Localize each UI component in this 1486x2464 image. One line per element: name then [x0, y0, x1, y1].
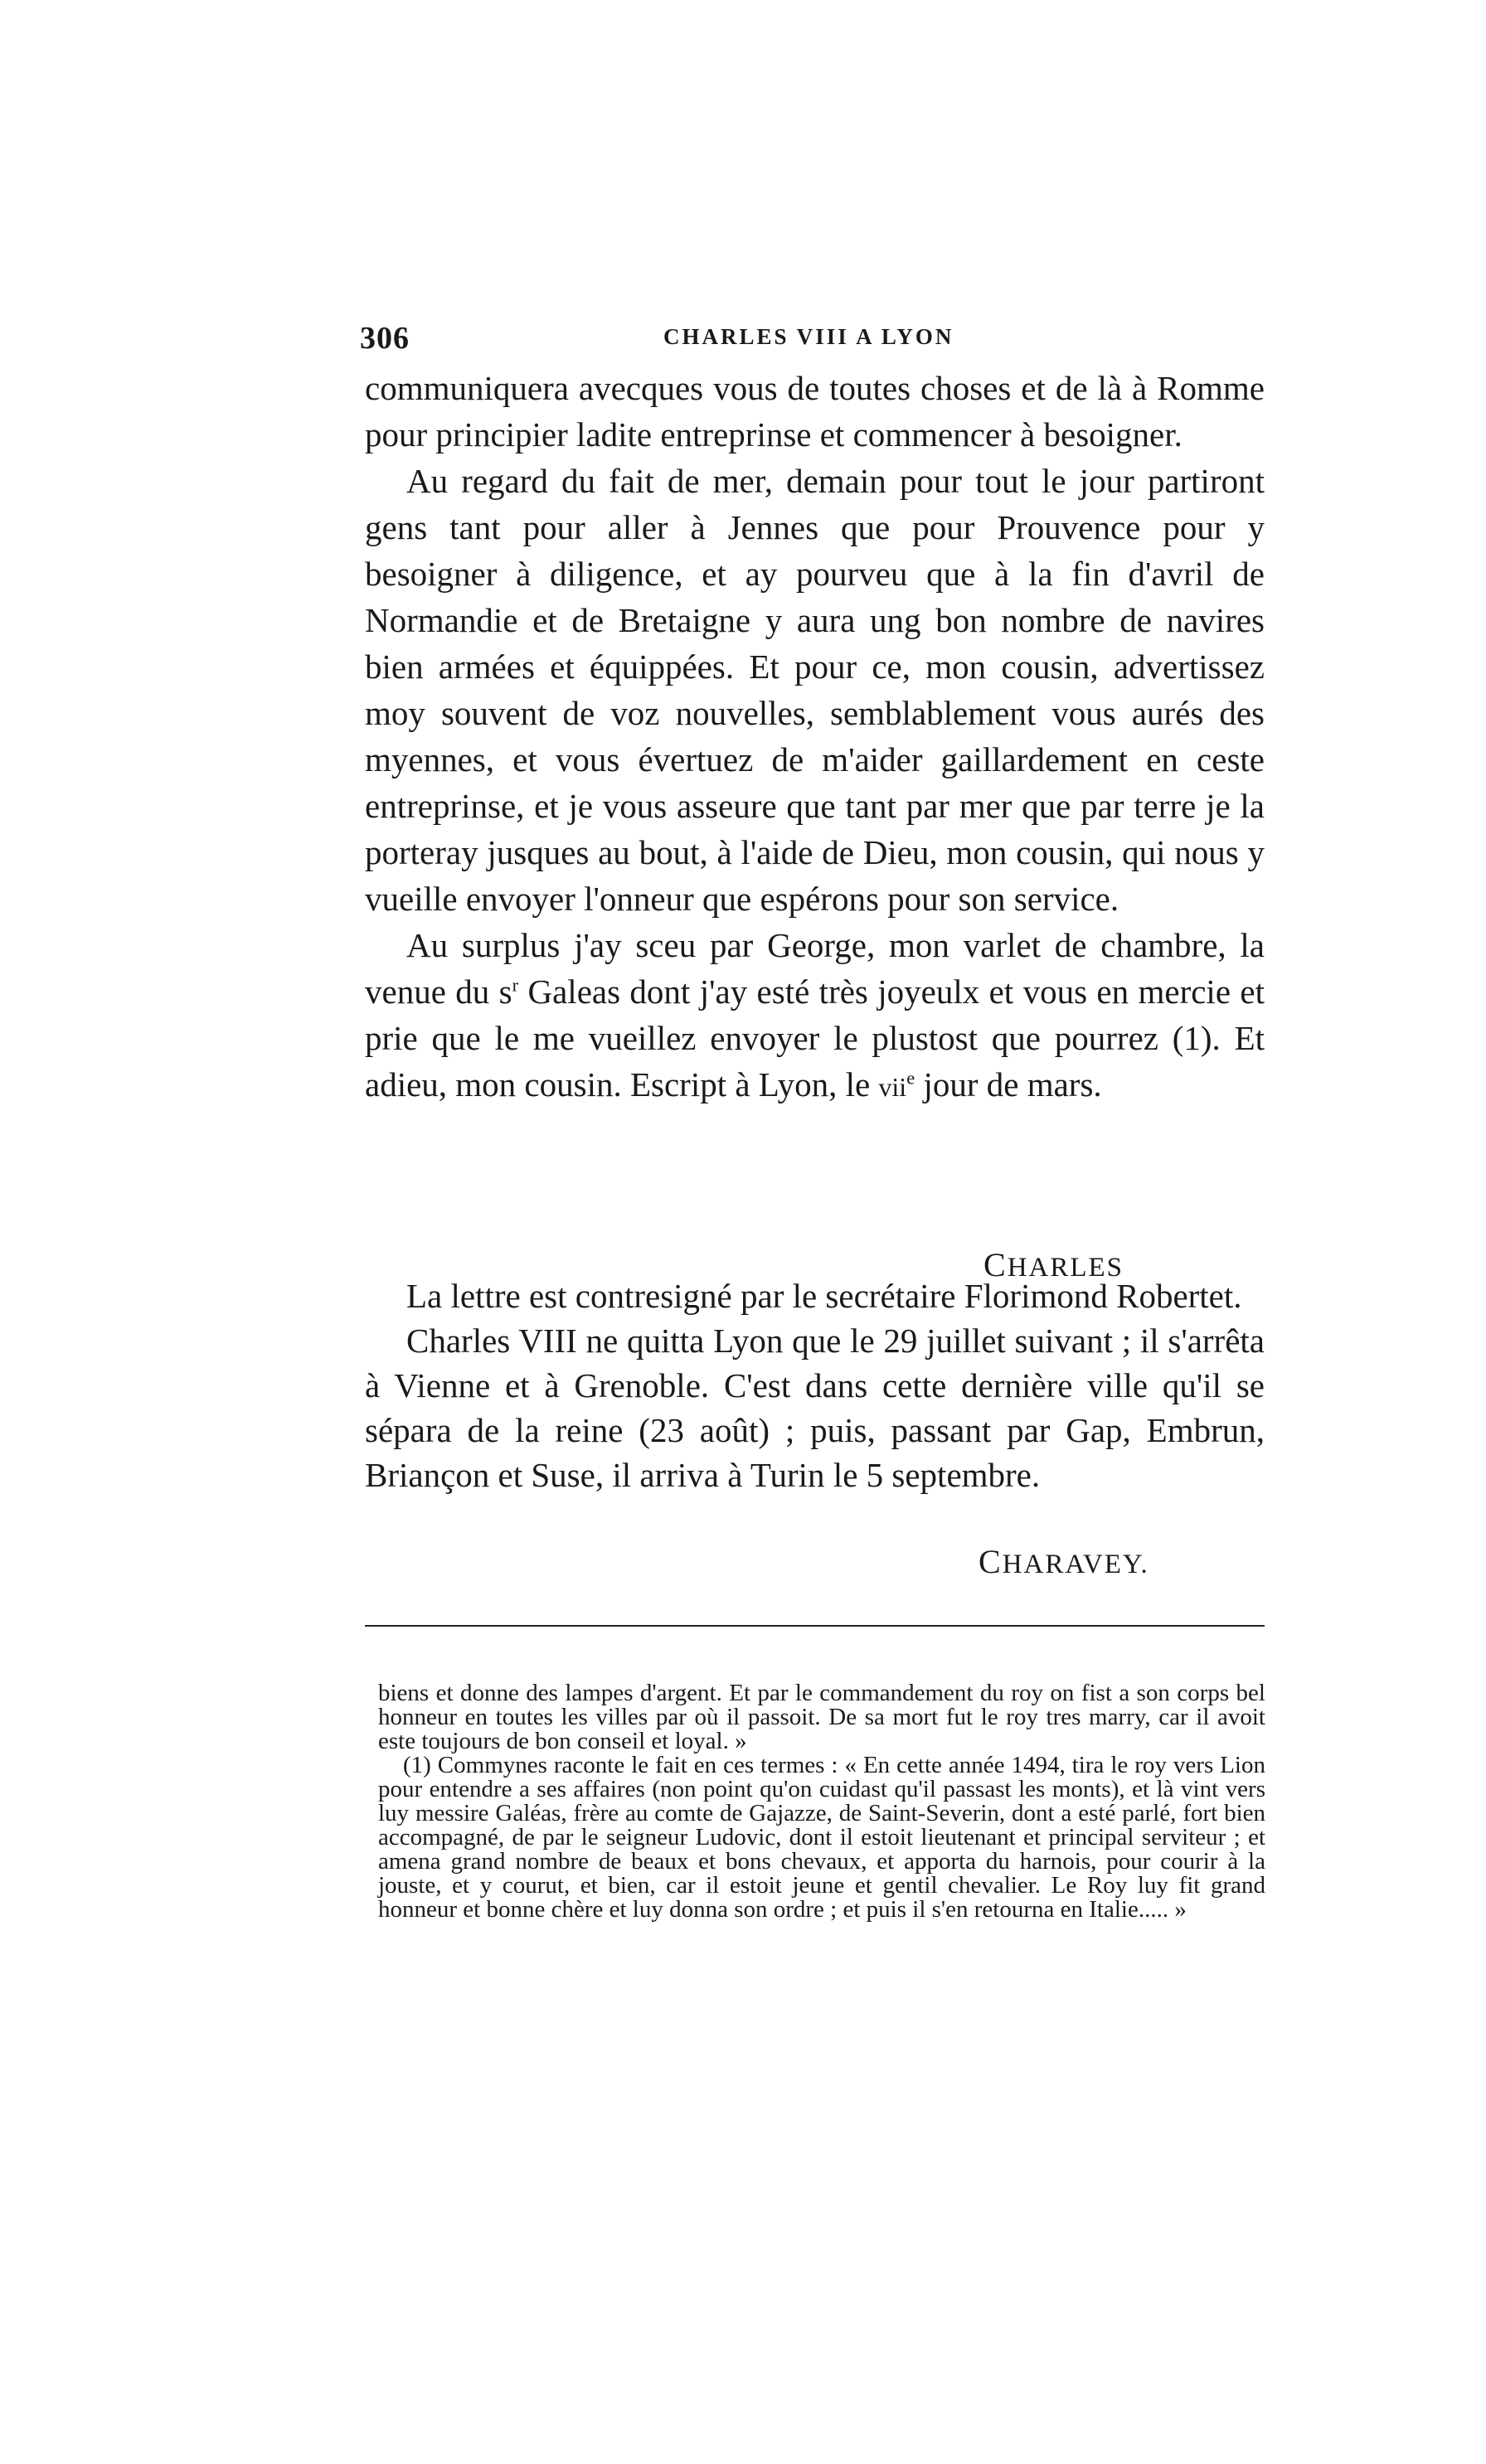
superscript: e [906, 1067, 915, 1089]
text-run: Galeas dont j'ay esté très joyeulx et vous en mercie et prie que le me vueillez envoyer le plustost que pourrez (1). Et adieu, mon cousin. Escript à Lyon, le [365, 973, 1265, 1103]
signature-initial: C [983, 1246, 1008, 1283]
text-run: jour de mars. [915, 1065, 1102, 1103]
letter-paragraph: Au regard du fait de mer, demain pour tout le jour partiront gens tant pour aller à Jennes que pour Prouvence pour y besoigner à diligence, et ay pourveu que à la fin d'avril de Normandie et de Bretaigne y aura ung bon nombre de navires bien armées et équippées. Et pour ce, mon cousin, advertissez moy souvent de voz nouvelles, semblablement vous aurés des myennes, et vous évertuez de m'aider gaillardement en ceste entreprinse, et je vous asseure que tant par mer que par terre je la porteray jusques au bout, à l'aide de Dieu, mon cousin, qui nous y vueille envoyer l'onneur que espérons pour son service. [365, 462, 1265, 918]
signature-rest: HARLES [1007, 1253, 1124, 1283]
letter-paragraph [365, 922, 1265, 1111]
running-title: CHARLES VIII A LYON [663, 324, 954, 349]
footnotes [378, 1681, 1265, 1922]
footnote-1: (1) Commynes raconte le fait en ces termes : « En cette année 1494, tira le roy vers Lion pour entendre a ses affaires (non point qu'on cuidast qu'il passast les monts), et là vint vers luy messire Galéas, frère au comte de Gajazze, de Saint-Severin, dont a esté parlé, fort bien accompagné, de par le seigneur Ludovic, dont il estoit lieutenant et principal serviteur ; et amena grand nombre de beaux et bons chevaux, et apporta du harnois, pour courir à la jouste, et y courut, et bien, car il estoit jeune et gentil chevalier. Le Roy luy fit grand honneur et bonne chère et luy donna son ordre ; et puis il s'en retourna en Italie..... » [378, 1752, 1265, 1923]
text-run: Au surplus j'ay sceu par George, mon varlet de chambre, la venue du s [365, 926, 1265, 1011]
note-paragraph: La lettre est contresigné par le secrétaire Florimond Robertet. [406, 1277, 1242, 1315]
editorial-note [365, 1273, 1265, 1497]
roman-numeral: vii [878, 1073, 907, 1102]
footnote-divider [365, 1625, 1265, 1627]
signature-rest: HARAVEY. [1002, 1550, 1149, 1579]
note-paragraph: Charles VIII ne quitta Lyon que le 29 juillet suivant ; il s'arrêta à Vienne et à Grenoble. C'est dans cette dernière ville qu'il se sépara de la reine (23 août) ; puis, passant par Gap, Embrun, Briançon et Suse, il arriva à Turin le 5 septembre. [365, 1322, 1265, 1494]
signature-initial: C [979, 1543, 1003, 1580]
signature-charavey [979, 1542, 1149, 1581]
letter-text [365, 365, 1265, 1111]
superscript: r [512, 974, 519, 996]
footnote-continuation: biens et donne des lampes d'argent. Et par le commandement du roy on fist a son corps bel honneur en toutes les villes par où il passoit. De sa mort fut le roy tres marry, car il avoit este toujours de bon conseil et loyal. » [378, 1680, 1265, 1754]
letter-paragraph: communiquera avecques vous de toutes choses et de là à Romme pour principier ladite entreprinse et commencer à besoigner. [365, 369, 1265, 454]
page-number: 306 [360, 321, 410, 356]
